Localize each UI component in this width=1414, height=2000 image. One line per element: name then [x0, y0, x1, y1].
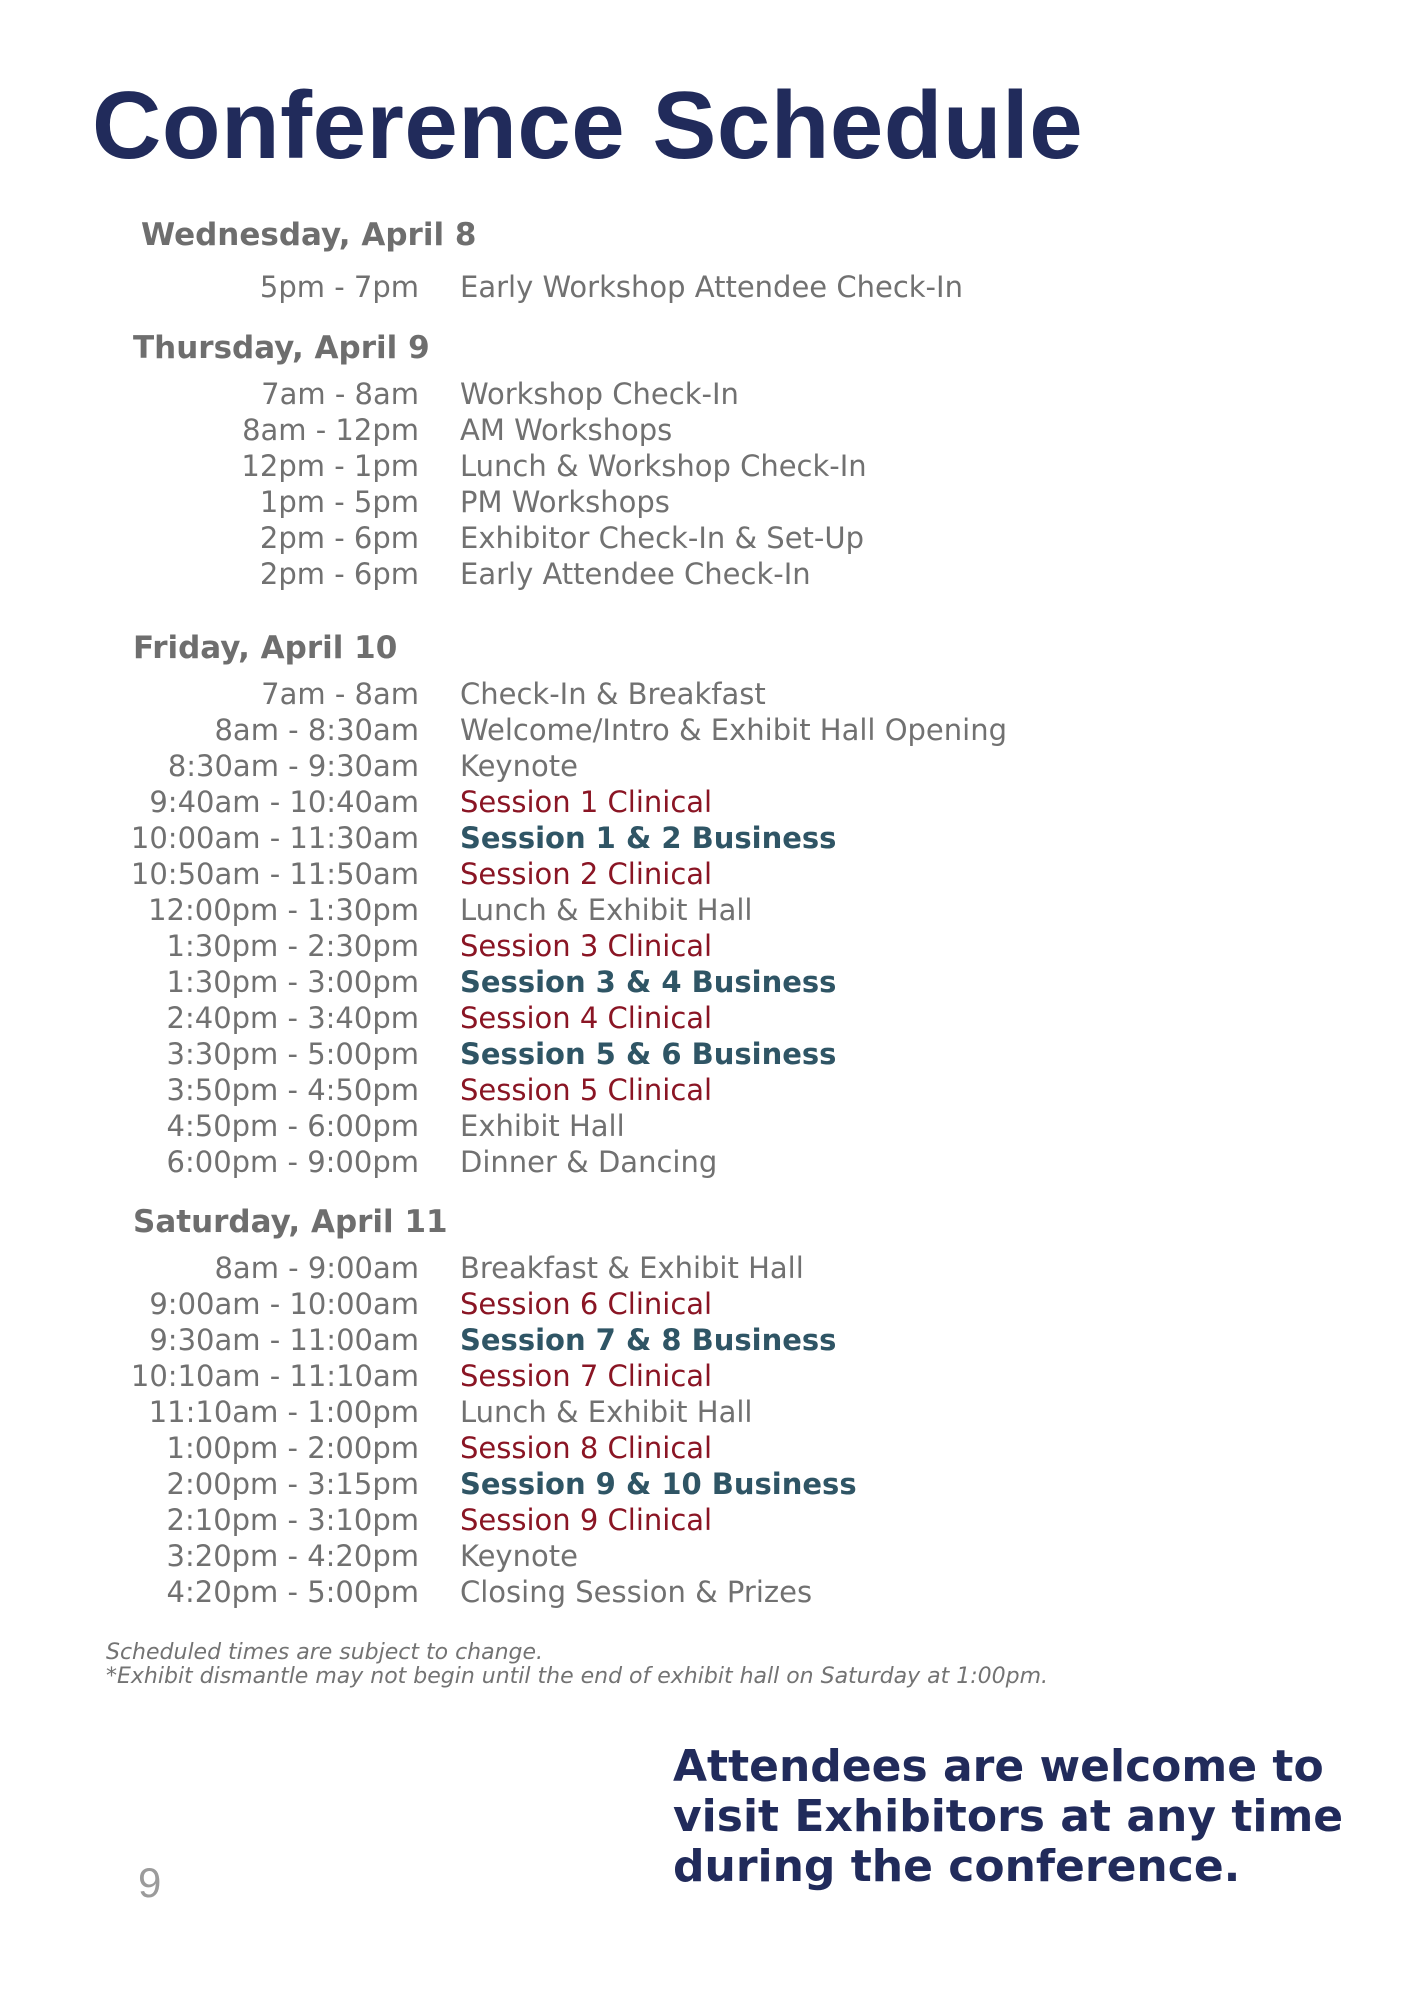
schedule-event: Keynote — [460, 1539, 578, 1573]
schedule-note: *Exhibit dismantle may not begin until the end of exhibit hall on Saturday at 1:00pm. — [106, 1664, 1049, 1689]
page-number: 9 — [138, 1859, 162, 1906]
schedule-time: 4:50pm - 6:00pm — [166, 1109, 419, 1143]
schedule-event: Welcome/Intro & Exhibit Hall Opening — [460, 713, 1007, 747]
schedule-row — [0, 748, 1414, 784]
schedule-event: Breakfast & Exhibit Hall — [460, 1251, 804, 1285]
schedule-time: 2:10pm - 3:10pm — [166, 1503, 419, 1537]
schedule-row — [0, 556, 1414, 592]
schedule-event: Session 9 Clinical — [460, 1503, 713, 1537]
schedule-time: 6:00pm - 9:00pm — [166, 1145, 419, 1179]
schedule-time: 10:00am - 11:30am — [130, 821, 419, 855]
schedule-row — [0, 820, 1414, 856]
schedule-time: 11:10am - 1:00pm — [148, 1395, 419, 1429]
schedule-row — [0, 1000, 1414, 1036]
schedule-time: 2:40pm - 3:40pm — [166, 1001, 419, 1035]
schedule-event: Session 3 & 4 Business — [460, 965, 837, 999]
schedule-time: 7am - 8am — [261, 677, 419, 711]
schedule-event: Closing Session & Prizes — [460, 1575, 813, 1609]
schedule-row — [0, 269, 1414, 305]
schedule-row — [0, 712, 1414, 748]
schedule-event: Early Attendee Check-In — [460, 557, 811, 591]
schedule-event: Session 4 Clinical — [460, 1001, 713, 1035]
schedule-time: 8am - 9:00am — [214, 1251, 419, 1285]
schedule-notes — [106, 1641, 1048, 1689]
schedule-event: Lunch & Exhibit Hall — [460, 1395, 753, 1429]
schedule-time: 1:30pm - 2:30pm — [166, 929, 419, 963]
day-heading: Friday, April 10 — [133, 630, 398, 666]
schedule-time: 5pm - 7pm — [259, 270, 419, 304]
schedule-time: 9:40am - 10:40am — [149, 785, 419, 819]
schedule-event: Dinner & Dancing — [460, 1145, 718, 1179]
schedule-row — [0, 1394, 1414, 1430]
schedule-time: 2pm - 6pm — [259, 521, 419, 555]
schedule-time: 10:50am - 11:50am — [130, 857, 419, 891]
page-title: Conference Schedule — [92, 72, 1084, 179]
schedule-row — [0, 928, 1414, 964]
schedule-row — [0, 1322, 1414, 1358]
schedule-row — [0, 1108, 1414, 1144]
day-heading: Thursday, April 9 — [133, 330, 430, 366]
day-heading: Saturday, April 11 — [133, 1204, 448, 1240]
schedule-row — [0, 448, 1414, 484]
schedule-event: PM Workshops — [460, 485, 670, 519]
schedule-time: 7am - 8am — [261, 377, 419, 411]
schedule-time: 10:10am - 11:10am — [130, 1359, 419, 1393]
schedule-event: Exhibitor Check-In & Set-Up — [460, 521, 865, 555]
schedule-event: Exhibit Hall — [460, 1109, 625, 1143]
schedule-row — [0, 856, 1414, 892]
schedule-row — [0, 1036, 1414, 1072]
schedule-event: Keynote — [460, 749, 578, 783]
schedule-row — [0, 484, 1414, 520]
schedule-event: AM Workshops — [460, 413, 673, 447]
schedule-event: Session 9 & 10 Business — [460, 1467, 857, 1501]
schedule-event: Workshop Check-In — [460, 377, 739, 411]
schedule-row — [0, 1466, 1414, 1502]
schedule-time: 1pm - 5pm — [259, 485, 419, 519]
schedule-time: 3:50pm - 4:50pm — [166, 1073, 419, 1107]
schedule-event: Early Workshop Attendee Check-In — [460, 270, 963, 304]
schedule-note: Scheduled times are subject to change. — [106, 1640, 544, 1665]
schedule-event: Session 7 Clinical — [460, 1359, 713, 1393]
schedule-event: Session 2 Clinical — [460, 857, 713, 891]
schedule-time: 8am - 12pm — [242, 413, 419, 447]
schedule-row — [0, 1286, 1414, 1322]
schedule-row — [0, 964, 1414, 1000]
schedule-time: 12:00pm - 1:30pm — [148, 893, 419, 927]
schedule-time: 1:30pm - 3:00pm — [166, 965, 419, 999]
schedule-time: 2:00pm - 3:15pm — [166, 1467, 419, 1501]
schedule-event: Session 7 & 8 Business — [460, 1323, 837, 1357]
schedule-event: Lunch & Exhibit Hall — [460, 893, 753, 927]
schedule-time: 4:20pm - 5:00pm — [166, 1575, 419, 1609]
schedule-event: Session 1 Clinical — [460, 785, 713, 819]
schedule-row — [0, 1538, 1414, 1574]
schedule-row — [0, 1574, 1414, 1610]
schedule-time: 12pm - 1pm — [241, 449, 419, 483]
schedule-row — [0, 676, 1414, 712]
schedule-event: Lunch & Workshop Check-In — [460, 449, 867, 483]
schedule-event: Session 6 Clinical — [460, 1287, 713, 1321]
schedule-event: Session 8 Clinical — [460, 1431, 713, 1465]
schedule-time: 3:20pm - 4:20pm — [166, 1539, 419, 1573]
schedule-time: 2pm - 6pm — [259, 557, 419, 591]
schedule-row — [0, 784, 1414, 820]
schedule-time: 9:30am - 11:00am — [149, 1323, 419, 1357]
schedule-event: Session 5 & 6 Business — [460, 1037, 837, 1071]
schedule-time: 8am - 8:30am — [214, 713, 419, 747]
schedule-time: 3:30pm - 5:00pm — [166, 1037, 419, 1071]
schedule-time: 9:00am - 10:00am — [149, 1287, 419, 1321]
schedule-row — [0, 376, 1414, 412]
schedule-row — [0, 1358, 1414, 1394]
schedule-row — [0, 1430, 1414, 1466]
schedule-row — [0, 892, 1414, 928]
schedule-event: Session 5 Clinical — [460, 1073, 713, 1107]
schedule-row — [0, 1072, 1414, 1108]
schedule-event: Check-In & Breakfast — [460, 677, 766, 711]
schedule-row — [0, 1144, 1414, 1180]
schedule-row — [0, 412, 1414, 448]
schedule-row — [0, 1502, 1414, 1538]
schedule-row — [0, 520, 1414, 556]
schedule-event: Session 1 & 2 Business — [460, 821, 837, 855]
schedule-time: 1:00pm - 2:00pm — [166, 1431, 419, 1465]
exhibitor-callout: Attendees are welcome to visit Exhibitors at any time during the conference. — [673, 1741, 1344, 1892]
schedule-time: 8:30am - 9:30am — [167, 749, 419, 783]
day-heading: Wednesday, April 8 — [141, 217, 477, 253]
schedule-event: Session 3 Clinical — [460, 929, 713, 963]
schedule-row — [0, 1250, 1414, 1286]
